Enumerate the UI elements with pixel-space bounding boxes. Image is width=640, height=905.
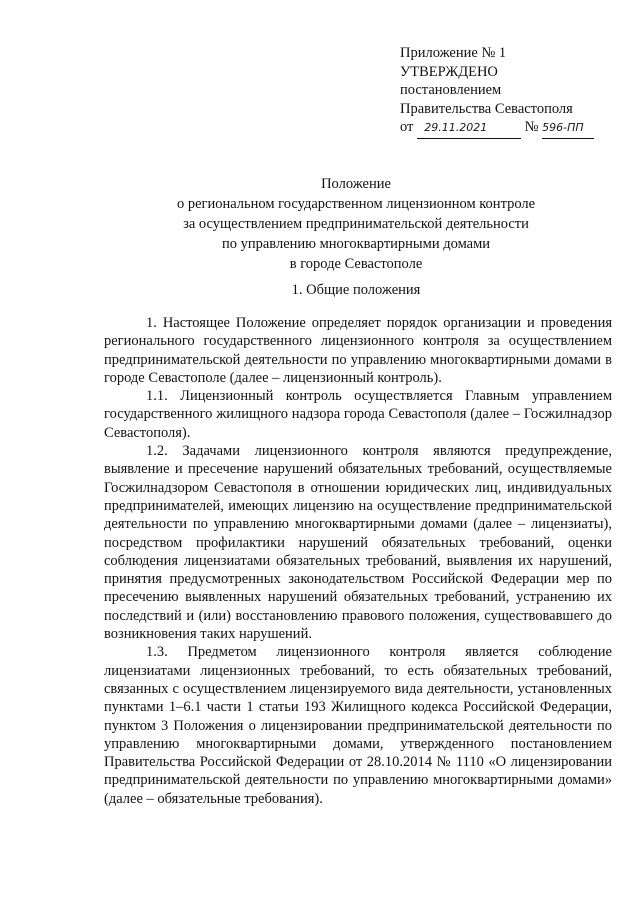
title-line-4: по управлению многоквартирными домами: [221, 236, 491, 252]
decree-number-field: [542, 118, 594, 139]
decree-date-field: [417, 118, 521, 139]
approving-authority: Правительства Севастополя: [400, 100, 573, 117]
paragraph-1-2: 1.2. Задачами лицензионного контроля являются предупреждение, выявление и пресечение нарушений обязательных требований, осуществляемые Госжилнадзором Севастополя в отношении юридических лиц, индивидуальных предпринимателей, имеющих лицензию на осуществление предпринимательской деятельности по управлению многоквартирными домами (далее – лицензиаты), посредством профилактики нарушений обязательных требований, оценки соблюдения лицензиатами обязательных требований, выявления их нарушений, принятия предусмотренных законодательством Российской Федерации мер по пресечению выявленных нарушений обязательных требований, устранению их последствий и (или) восстановлению правового положения, существовавшего до возникновения таких нарушений.: [104, 443, 612, 643]
section-heading: 1. Общие положения: [291, 282, 421, 298]
appendix-number: Приложение № 1: [400, 45, 507, 61]
title-line-3: за осуществлением предпринимательской деятельности: [183, 216, 529, 232]
title-line-1: Положение: [321, 176, 391, 192]
number-label: №: [524, 119, 539, 135]
from-label: от: [400, 119, 414, 135]
title-line-5: в городе Севастополе: [289, 256, 423, 272]
paragraph-1: 1. Настоящее Положение определяет порядок организации и проведения регионального государственного лицензионного контроля за осуществлением предпринимательской деятельности по управлению многоквартирными домами в городе Севастополе (далее – лицензионный контроль).: [104, 315, 612, 386]
title-line-2: о региональном государственном лицензионном контроле: [176, 196, 536, 212]
approval-stamp: [400, 44, 594, 139]
document-title: [100, 174, 612, 274]
decree-date: 29.11.2021: [424, 121, 488, 134]
document-body: [104, 314, 612, 808]
decree-reference: [400, 118, 594, 139]
approved-by-label: постановлением: [400, 82, 502, 98]
paragraph-1-1: 1.1. Лицензионный контроль осуществляется Главным управлением государственного жилищного надзора города Севастополя (далее – Госжилнадзор Севастополя).: [104, 388, 612, 441]
approved-label: УТВЕРЖДЕНО: [400, 63, 498, 80]
paragraph-1-3: 1.3. Предметом лицензионного контроля является соблюдение лицензиатами лицензионных требований, то есть обязательных требований, связанных с осуществлением лицензируемого вида деятельности, установленных пунктами 1–6.1 части 1 статьи 193 Жилищного кодекса Российской Федерации, пунктом 3 Положения о лицензировании предпринимательской деятельности по управлению многоквартирными домами, утвержденного постановлением Правительства Российской Федерации от 28.10.2014 № 1110 «О лицензировании предпринимательской деятельности по управлению многоквартирными домами» (далее – обязательные требования).: [104, 644, 612, 807]
decree-number: 596-ПП: [542, 121, 584, 134]
